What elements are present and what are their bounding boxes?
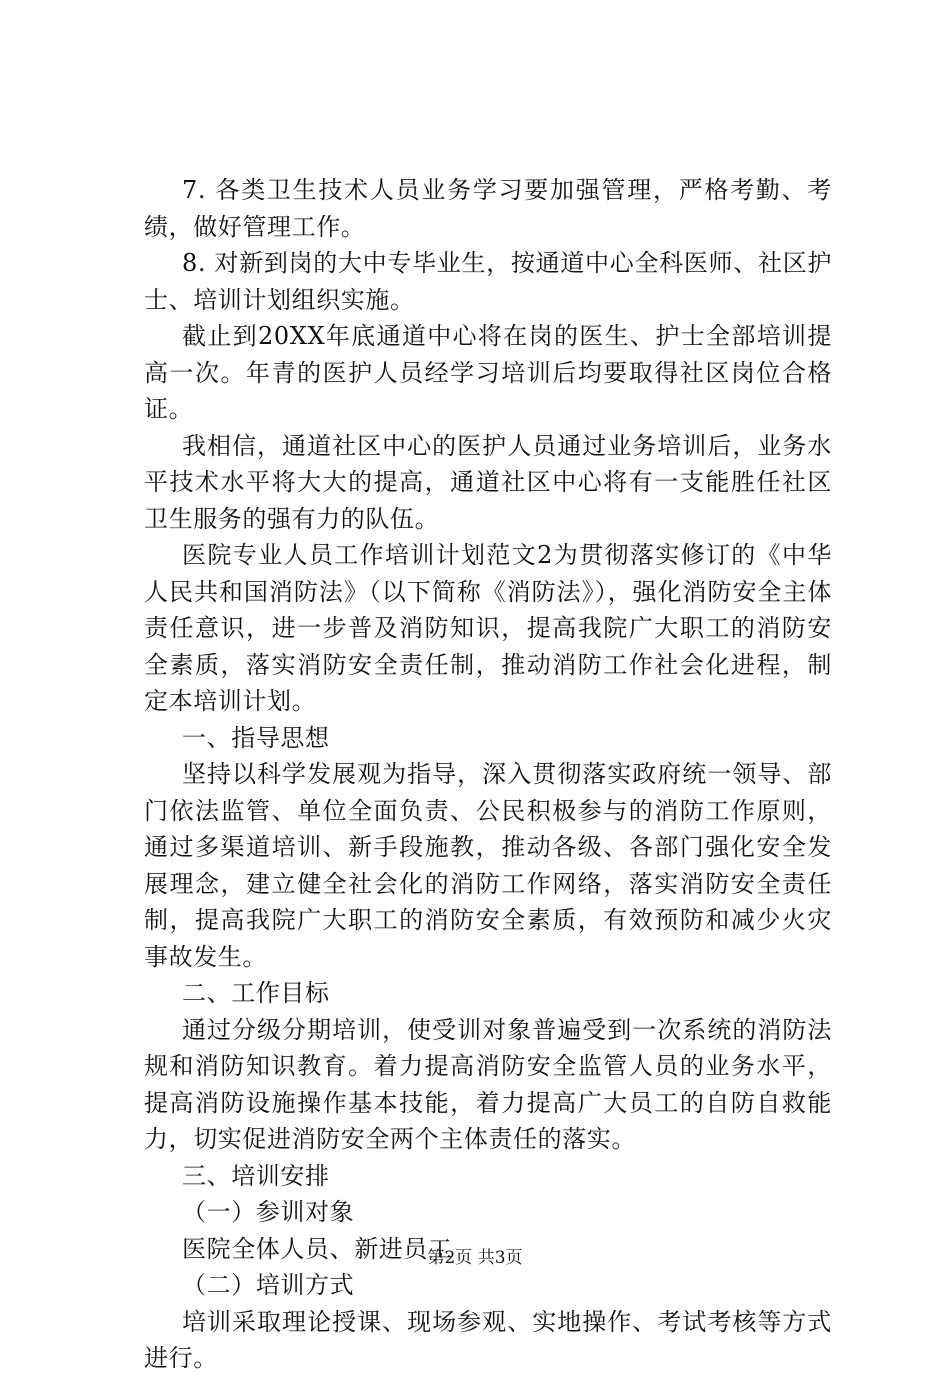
paragraph-belief: 我相信，通道社区中心的医护人员通过业务培训后，业务水平技术水平将大大的提高，通道社区中心将有一支能胜任社区卫生服务的强有力的队伍。 [144,431,832,533]
document-body [144,172,832,1377]
paragraph-trainees: 医院全体人员、新进员工 [182,1234,453,1263]
subheading-training-method: （二）培训方式 [182,1271,355,1299]
section-heading-guiding-thought: 一、指导思想 [182,723,330,752]
paragraph-guiding-thought: 坚持以科学发展观为指导，深入贯彻落实政府统一领导、部门依法监管、单位全面负责、公民积极参与的消防工作原则，通过多渠道培训、新手段施教，推动各级、各部门强化安全发展理念，建立健全社会化的消防工作网络，落实消防安全责任制，提高我院广大职工的消防安全素质，有效预防和减少火灾事故发生。 [144,760,832,971]
paragraph-work-goals: 通过分级分期培训，使受训对象普遍受到一次系统的消防法规和消防知识教育。着力提高消防安全监管人员的业务水平，提高消防设施操作基本技能，着力提高广大员工的自防自救能力，切实促进消防安全两个主体责任的落实。 [144,1015,832,1153]
paragraph-item-8: 8. 对新到岗的大中专毕业生，按通道中心全科医师、社区护士、培训计划组织实施。 [144,249,832,314]
paragraph-plan-intro: 医院专业人员工作培训计划范文2为贯彻落实修订的《中华人民共和国消防法》（以下简称《消防法》），强化消防安全主体责任意识，进一步普及消防知识，提高我院广大职工的消防安全素质，落实消防安全责任制，推动消防工作社会化进程，制定本培训计划。 [144,541,832,715]
section-heading-work-goals: 二、工作目标 [182,979,330,1007]
paragraph-item-7: 7. 各类卫生技术人员业务学习要加强管理，严格考勤、考绩，做好管理工作。 [144,176,832,241]
section-heading-training-arrangement: 三、培训安排 [182,1161,330,1190]
paragraph-deadline: 截止到20XX年底通道中心将在岗的医生、护士全部培训提高一次。年青的医护人员经学习培训后均要取得社区岗位合格证。 [144,322,832,423]
paragraph-training-method: 培训采取理论授课、现场参观、实地操作、考试考核等方式进行。 [144,1307,832,1372]
subheading-trainees: （一）参训对象 [182,1198,355,1226]
page-number-footer: 第2页 共3页 [427,1248,523,1268]
